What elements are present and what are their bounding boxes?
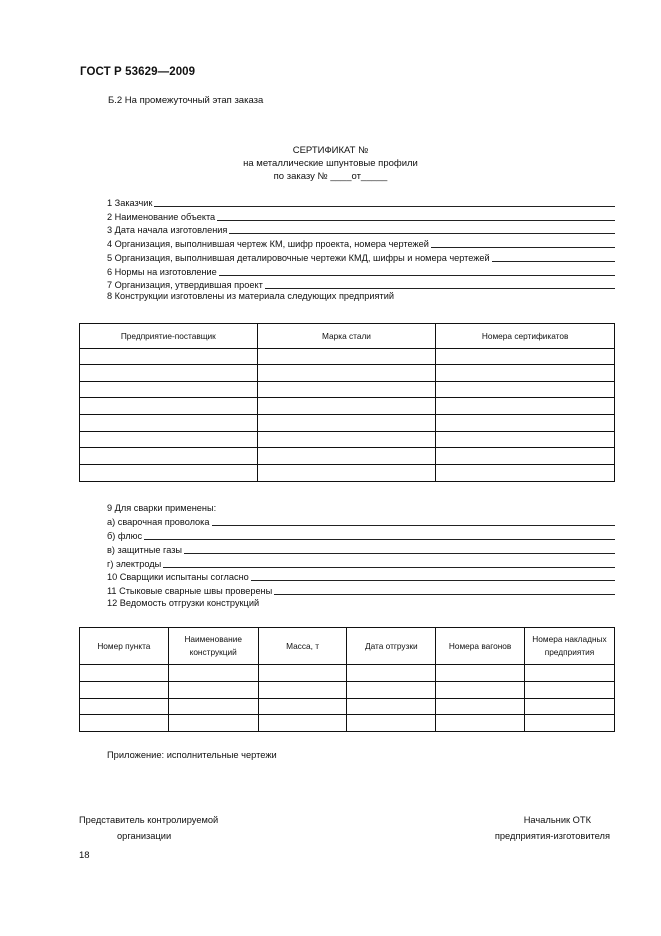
table-cell[interactable] [524, 715, 614, 732]
field-label: 5 Организация, выполнившая деталировочные чертежи КМД, шифры и номера чертежей [107, 253, 490, 263]
table-cell[interactable] [436, 465, 615, 482]
field-label: 4 Организация, выполнившая чертеж КМ, шифр проекта, номера чертежей [107, 239, 429, 249]
table-cell[interactable] [80, 382, 258, 398]
field-label: 1 Заказчик [107, 198, 153, 208]
table-row [80, 665, 615, 682]
column-header [168, 628, 258, 665]
table-cell[interactable] [257, 365, 436, 382]
field-km-organization[interactable] [107, 236, 615, 249]
table-cell[interactable] [524, 682, 614, 699]
table-cell[interactable] [524, 699, 614, 715]
table-row [80, 432, 615, 448]
table-cell[interactable] [168, 682, 258, 699]
field-flux[interactable] [107, 528, 615, 541]
table-cell[interactable] [257, 349, 436, 365]
table-cell[interactable] [80, 365, 258, 382]
field-label: 7 Организация, утвердившая проект [107, 280, 263, 290]
column-header: Предприятие-поставщик [80, 324, 258, 349]
table-cell[interactable] [258, 682, 347, 699]
table-row [80, 465, 615, 482]
table-cell[interactable] [168, 715, 258, 732]
field-label: а) сварочная проволока [107, 517, 210, 527]
appendix-note: Приложение: исполнительные чертежи [107, 750, 277, 760]
table-cell[interactable] [436, 398, 615, 415]
table-row [80, 365, 615, 382]
table-cell[interactable] [257, 398, 436, 415]
document-code: ГОСТ Р 53629—2009 [80, 66, 196, 78]
table-cell[interactable] [168, 699, 258, 715]
table-cell[interactable] [168, 665, 258, 682]
table-header-row [80, 628, 615, 665]
table-cell[interactable] [80, 432, 258, 448]
field-approving-org[interactable] [107, 277, 615, 290]
signature-left-line1: Представитель контролируемой [79, 815, 219, 825]
table-cell[interactable] [524, 665, 614, 682]
column-header-text: Номера накладных предприятия [532, 634, 607, 657]
table-cell[interactable] [258, 699, 347, 715]
field-welding-wire[interactable] [107, 514, 615, 527]
table-cell[interactable] [257, 448, 436, 465]
field-label: 2 Наименование объекта [107, 212, 216, 222]
column-header: Масса, т [258, 628, 347, 665]
table-row [80, 448, 615, 465]
table-cell[interactable] [347, 699, 436, 715]
field-label: 3 Дата начала изготовления [107, 225, 228, 235]
signature-right-line2: предприятия-изготовителя [494, 831, 610, 841]
table-cell[interactable] [80, 415, 258, 432]
table-cell[interactable] [80, 682, 169, 699]
item-8-label: 8 Конструкции изготовлены из материала следующих предприятий [107, 291, 394, 301]
table-cell[interactable] [436, 382, 615, 398]
table-row [80, 415, 615, 432]
field-label: б) флюс [107, 531, 143, 541]
page-number: 18 [79, 850, 90, 861]
shipment-table [79, 627, 615, 732]
table-row [80, 715, 615, 732]
table-cell[interactable] [80, 349, 258, 365]
field-welders-tested[interactable] [107, 569, 615, 582]
table-cell[interactable] [436, 715, 525, 732]
table-cell[interactable] [436, 682, 525, 699]
table-cell[interactable] [258, 665, 347, 682]
table-cell[interactable] [257, 432, 436, 448]
table-cell[interactable] [80, 465, 258, 482]
table-cell[interactable] [80, 398, 258, 415]
field-label: г) электроды [107, 559, 162, 569]
field-customer[interactable] [107, 195, 615, 208]
field-label: в) защитные газы [107, 545, 183, 555]
table-row [80, 699, 615, 715]
column-header: Номера сертификатов [436, 324, 615, 349]
table-cell[interactable] [436, 349, 615, 365]
field-welds-checked[interactable] [107, 583, 615, 596]
field-norms[interactable] [107, 264, 615, 277]
field-label: 11 Стыковые сварные швы проверены [107, 586, 273, 596]
table-cell[interactable] [257, 465, 436, 482]
field-electrodes[interactable] [107, 556, 615, 569]
table-cell[interactable] [436, 665, 525, 682]
field-kmd-organization[interactable] [107, 250, 615, 263]
table-cell[interactable] [80, 699, 169, 715]
column-header [524, 628, 614, 665]
column-header: Номер пункта [80, 628, 169, 665]
table-cell[interactable] [436, 432, 615, 448]
table-row [80, 382, 615, 398]
field-label: 6 Нормы на изготовление [107, 267, 217, 277]
table-cell[interactable] [436, 365, 615, 382]
item-9-label: 9 Для сварки применены: [107, 503, 217, 513]
table-cell[interactable] [258, 715, 347, 732]
column-header: Дата отгрузки [347, 628, 436, 665]
field-label: 10 Сварщики испытаны согласно [107, 572, 249, 582]
table-row [80, 398, 615, 415]
table-cell[interactable] [257, 382, 436, 398]
table-row [80, 349, 615, 365]
column-header: Марка стали [257, 324, 436, 349]
column-header-text: Наименование конструкций [184, 634, 242, 657]
table-cell[interactable] [436, 448, 615, 465]
signature-right-line1: Начальник ОТК [523, 815, 591, 825]
certificate-subtitle: на металлические шпунтовые профили [243, 158, 418, 169]
certificate-title: СЕРТИФИКАТ № [292, 145, 369, 156]
materials-table [79, 323, 615, 482]
table-cell[interactable] [436, 415, 615, 432]
signature-left-line2: организации [117, 831, 172, 841]
column-header: Номера вагонов [436, 628, 525, 665]
field-object-name[interactable] [107, 209, 615, 222]
table-cell[interactable] [80, 448, 258, 465]
table-cell[interactable] [257, 415, 436, 432]
field-shielding-gas[interactable] [107, 542, 615, 555]
table-cell[interactable] [347, 665, 436, 682]
item-12-label: 12 Ведомость отгрузки конструкций [107, 598, 260, 608]
table-cell[interactable] [347, 682, 436, 699]
table-cell[interactable] [80, 715, 169, 732]
table-cell[interactable] [436, 699, 525, 715]
table-cell[interactable] [347, 715, 436, 732]
table-cell[interactable] [80, 665, 169, 682]
table-header-row [80, 324, 615, 349]
section-title: Б.2 На промежуточный этап заказа [108, 95, 264, 106]
table-row [80, 682, 615, 699]
certificate-order-line: по заказу № ____от_____ [273, 171, 388, 182]
field-start-date[interactable] [107, 222, 615, 235]
